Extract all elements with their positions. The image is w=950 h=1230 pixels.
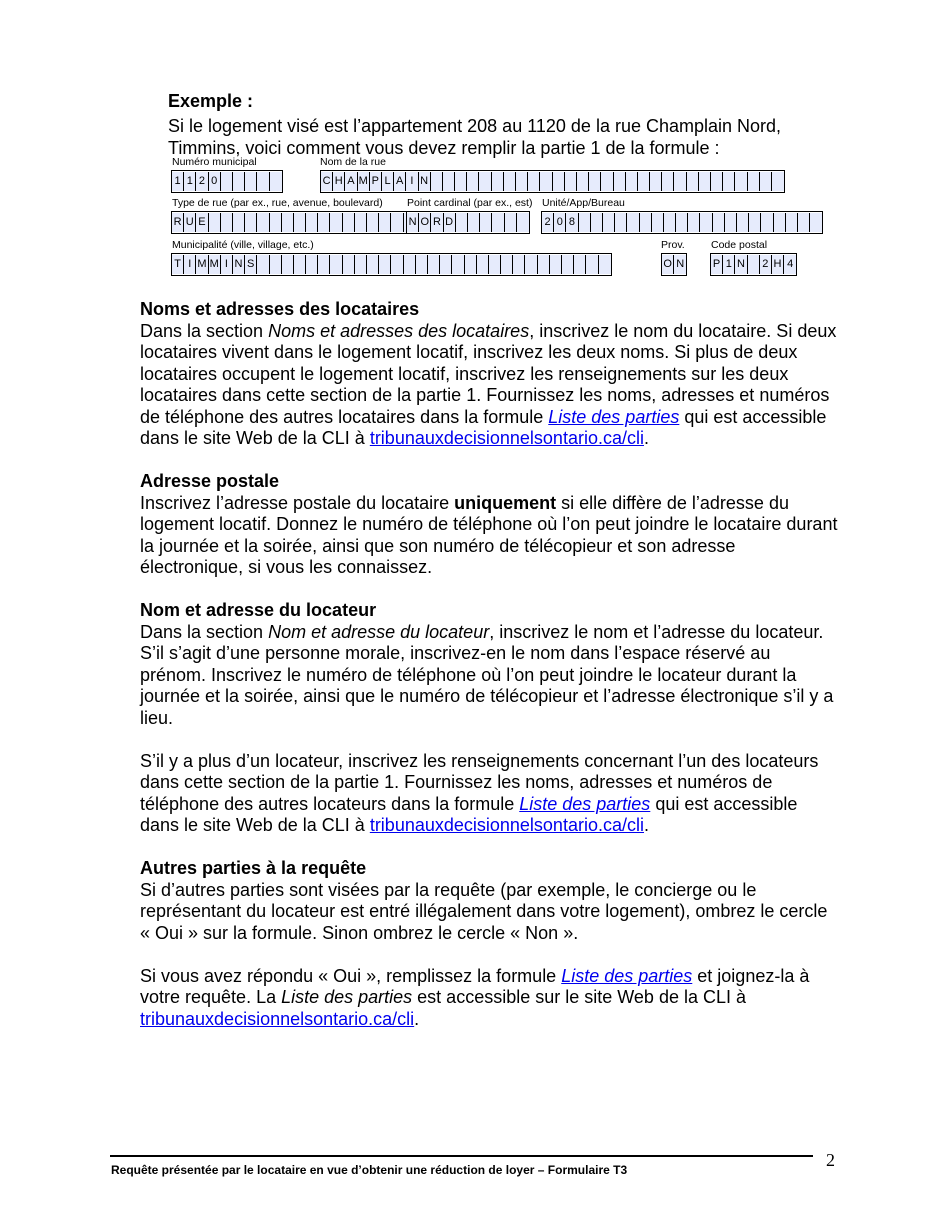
ltb-website-link[interactable]: tribunauxdecisionnelsontario.ca/cli (140, 1008, 415, 1029)
char-box (221, 213, 233, 232)
char-box (489, 255, 501, 274)
char-box: 1 (723, 255, 735, 274)
char-box (599, 255, 611, 274)
char-box (416, 255, 428, 274)
example-block (168, 90, 848, 159)
char-box (761, 213, 773, 232)
list-of-parties-link[interactable]: Liste des parties (561, 965, 693, 986)
char-box (674, 172, 686, 191)
char-box: I (221, 255, 233, 274)
char-box: N (674, 255, 686, 274)
char-box (428, 255, 440, 274)
char-box (294, 255, 306, 274)
section-text: Dans la section Noms et adresses des locataires, inscrivez le nom du locataire. Si deux locataires vivent dans le logement locatif, inscrivez les deux noms. Si plus de deux locataires occupent le logement locatif, inscrivez les renseignements sur les deux locataires dans cette section de la partie 1. Fournissez les noms, adresses et numéros de téléphone des autres locataires dans la formule Liste des parties qui est accessible dans le site Web de la CLI à tribunauxdecisionnelsontario.ca/cli. (140, 320, 837, 448)
char-box: M (196, 255, 208, 274)
char-box: A (394, 172, 406, 191)
section-text-2: S’il y a plus d’un locateur, inscrivez les renseignements concernant l’un des locateurs dans cette section de la partie 1. Fournissez les noms, adresses et numéros de téléphone des autres locateurs dans la formule Liste des parties qui est accessible dans le site Web de la CLI à tribunauxdecisionnelsontario.ca/cli. (140, 750, 819, 835)
char-box (525, 255, 537, 274)
char-box: M (358, 172, 370, 191)
char-box (467, 172, 479, 191)
char-box (221, 172, 233, 191)
char-box: R (172, 213, 184, 232)
char-box: 1 (184, 172, 196, 191)
street-name-boxes (320, 170, 785, 193)
street-type-boxes (171, 211, 417, 234)
char-box (431, 172, 443, 191)
section-text: Inscrivez l’adresse postale du locataire uniquement si elle diffère de l’adresse du logement locatif. Donnez le numéro de téléphone où l’on peut joindre le locataire durant la journée et la soirée, ainsi que son numéro de télécopieur et son adresse électronique, si vous les connaissez. (140, 492, 838, 577)
section-heading: Nom et adresse du locateur (140, 600, 377, 620)
section-other-parties (140, 858, 840, 1030)
char-box (513, 255, 525, 274)
char-box (713, 213, 725, 232)
char-box (687, 172, 699, 191)
char-box (723, 172, 735, 191)
municipality-label: Municipalité (ville, village, etc.) (172, 239, 314, 251)
char-box (492, 213, 504, 232)
char-box (465, 255, 477, 274)
char-box (257, 255, 269, 274)
char-box (318, 213, 330, 232)
char-box (699, 172, 711, 191)
char-box (638, 172, 650, 191)
direction-boxes (406, 211, 530, 234)
char-box (574, 255, 586, 274)
municipal-number-label: Numéro municipal (172, 156, 257, 168)
footer-rule (110, 1155, 813, 1157)
char-box (626, 172, 638, 191)
char-box (735, 172, 747, 191)
char-box: E (196, 213, 208, 232)
char-box (774, 213, 786, 232)
section-text: Dans la section Nom et adresse du locateur, inscrivez le nom et l’adresse du locateur. S’il s’agit d’une personne morale, inscrivez-en le nom dans l’espace réservé au prénom. Inscrivez le numéro de téléphone où l’on peut joindre le locateur durant la journée et la soirée, ainsi que le numéro de télécopieur et l’adresse électronique s’il y a lieu. (140, 621, 834, 728)
char-box (517, 213, 529, 232)
char-box (550, 255, 562, 274)
char-box (589, 172, 601, 191)
char-box (245, 172, 257, 191)
char-box (540, 172, 552, 191)
char-box (270, 255, 282, 274)
char-box (586, 255, 598, 274)
section-heading: Autres parties à la requête (140, 858, 367, 878)
section-landlord (140, 600, 840, 837)
char-box (492, 172, 504, 191)
postal-code-boxes (710, 253, 797, 276)
char-box (355, 255, 367, 274)
char-box (615, 213, 627, 232)
char-box (468, 213, 480, 232)
example-text (168, 116, 848, 159)
unit-boxes (541, 211, 823, 234)
char-box (443, 172, 455, 191)
street-name-label: Nom de la rue (320, 156, 386, 168)
char-box (343, 213, 355, 232)
char-box: L (382, 172, 394, 191)
char-box (282, 213, 294, 232)
char-box (538, 255, 550, 274)
char-box (591, 213, 603, 232)
list-of-parties-link[interactable]: Liste des parties (548, 406, 680, 427)
ltb-website-link[interactable]: tribunauxdecisionnelsontario.ca/cli (369, 815, 644, 835)
char-box (640, 213, 652, 232)
char-box: O (419, 213, 431, 232)
char-box (501, 255, 513, 274)
char-box (798, 213, 810, 232)
char-box (294, 213, 306, 232)
char-box (282, 255, 294, 274)
section-text: Si d’autres parties sont visées par la requête (par exemple, le concierge ou le représentant du locateur est entré illégalement dans votre logement), ombrez le cercle « Oui » sur la formule. Sinon ombrez le cercle « Non ». (140, 879, 828, 943)
char-box (676, 213, 688, 232)
char-box (391, 255, 403, 274)
char-box: S (245, 255, 257, 274)
char-box (664, 213, 676, 232)
char-box (603, 213, 615, 232)
char-box (391, 213, 403, 232)
char-box: T (172, 255, 184, 274)
char-box (711, 172, 723, 191)
char-box (318, 255, 330, 274)
char-box (562, 255, 574, 274)
char-box (257, 213, 269, 232)
char-box (700, 213, 712, 232)
municipality-boxes (171, 253, 612, 276)
char-box (379, 255, 391, 274)
char-box: H (333, 172, 345, 191)
char-box: C (321, 172, 333, 191)
char-box: 4 (784, 255, 796, 274)
char-box: U (184, 213, 196, 232)
section-tenants (140, 299, 840, 450)
section-heading: Adresse postale (140, 471, 280, 491)
section-text-2: Si vous avez répondu « Oui », remplissez la formule Liste des parties et joignez-la à votre requête. La Liste des parties est accessible sur le site Web de la CLI à tribunauxdecisionnelsontario.ca/cli. (140, 965, 810, 1029)
char-box: P (370, 172, 382, 191)
sample-form (170, 156, 826, 276)
char-box: N (407, 213, 419, 232)
char-box (306, 213, 318, 232)
char-box: N (735, 255, 747, 274)
char-box (367, 213, 379, 232)
char-box (737, 213, 749, 232)
char-box: I (184, 255, 196, 274)
char-box: 2 (196, 172, 208, 191)
char-box (440, 255, 452, 274)
char-box (652, 213, 664, 232)
char-box: N (233, 255, 245, 274)
province-boxes (661, 253, 687, 276)
municipal-number-boxes (171, 170, 283, 193)
char-box (505, 213, 517, 232)
char-box (379, 213, 391, 232)
char-box (627, 213, 639, 232)
char-box (233, 172, 245, 191)
example-line-2: Timmins, voici comment vous devez remplir la partie 1 de la formule : (168, 137, 720, 158)
char-box (452, 255, 464, 274)
char-box (343, 255, 355, 274)
char-box (257, 172, 269, 191)
char-box (456, 213, 468, 232)
char-box (270, 213, 282, 232)
province-label: Prov. (661, 239, 685, 251)
char-box: M (209, 255, 221, 274)
char-box (810, 213, 822, 232)
char-box (270, 172, 282, 191)
char-box: 2 (760, 255, 772, 274)
char-box: I (406, 172, 418, 191)
char-box (601, 172, 613, 191)
example-title: Exemple : (168, 91, 254, 111)
char-box: 1 (172, 172, 184, 191)
char-box: 8 (566, 213, 578, 232)
char-box (209, 213, 221, 232)
char-box (579, 213, 591, 232)
char-box (355, 213, 367, 232)
char-box (748, 255, 760, 274)
char-box (404, 255, 416, 274)
char-box (233, 213, 245, 232)
char-box (330, 213, 342, 232)
list-of-parties-link[interactable]: Liste des parties (519, 793, 651, 814)
char-box: P (711, 255, 723, 274)
char-box (528, 172, 540, 191)
street-type-label: Type de rue (par ex., rue, avenue, boulevard) (172, 197, 383, 209)
char-box (786, 213, 798, 232)
char-box (504, 172, 516, 191)
char-box (749, 213, 761, 232)
instructions-body (140, 299, 840, 1052)
char-box (330, 255, 342, 274)
section-heading: Noms et adresses des locataires (140, 299, 420, 319)
char-box (725, 213, 737, 232)
char-box (245, 213, 257, 232)
char-box (650, 172, 662, 191)
char-box (772, 172, 784, 191)
char-box: D (444, 213, 456, 232)
postal-code-label: Code postal (711, 239, 768, 251)
char-box: H (772, 255, 784, 274)
char-box (688, 213, 700, 232)
char-box (477, 255, 489, 274)
char-box: 0 (209, 172, 221, 191)
char-box (367, 255, 379, 274)
direction-label: Point cardinal (par ex., est) (407, 197, 533, 209)
char-box: 0 (554, 213, 566, 232)
char-box (306, 255, 318, 274)
char-box (455, 172, 467, 191)
char-box (516, 172, 528, 191)
char-box (565, 172, 577, 191)
char-box: A (345, 172, 357, 191)
char-box: N (419, 172, 431, 191)
char-box: 2 (542, 213, 554, 232)
char-box (748, 172, 760, 191)
char-box (662, 172, 674, 191)
page-number: 2 (826, 1150, 835, 1170)
char-box (760, 172, 772, 191)
char-box (553, 172, 565, 191)
unit-label: Unité/App/Bureau (542, 197, 625, 209)
char-box (479, 172, 491, 191)
footer-title: Requête présentée par le locataire en vue d’obtenir une réduction de loyer – Formulaire T3 (111, 1163, 628, 1177)
char-box: O (662, 255, 674, 274)
example-line-1: Si le logement visé est l’appartement 208 au 1120 de la rue Champlain Nord, (168, 116, 782, 136)
char-box (577, 172, 589, 191)
section-postal-address (140, 471, 840, 579)
ltb-website-link[interactable]: tribunauxdecisionnelsontario.ca/cli (369, 428, 644, 448)
char-box (614, 172, 626, 191)
char-box (480, 213, 492, 232)
char-box: R (431, 213, 443, 232)
